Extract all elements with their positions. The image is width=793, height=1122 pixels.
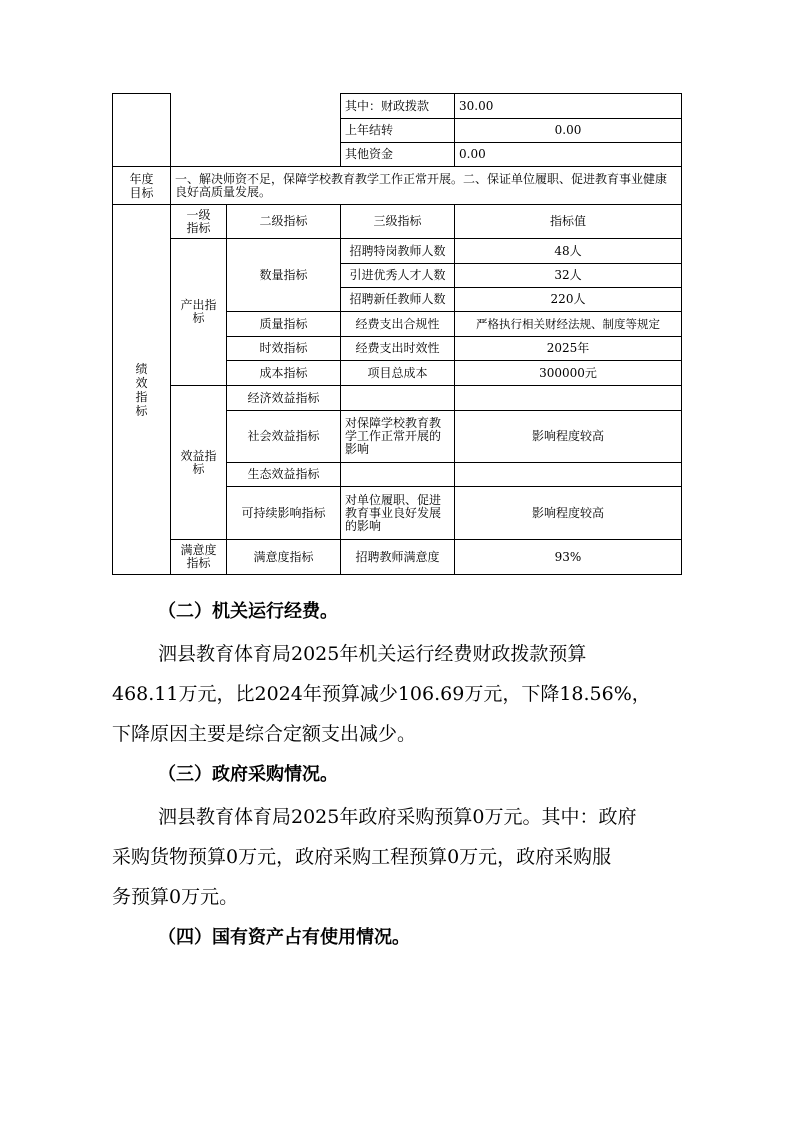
carryover-value: 0.00: [455, 119, 682, 143]
annual-goal-label: [113, 167, 171, 205]
satisfaction-sub-label: 满意度指标: [227, 540, 341, 575]
sustain-label: 可持续影响指标: [227, 487, 341, 540]
cost-value: 300000元: [455, 361, 682, 386]
performance-label: [113, 205, 171, 575]
blank-cell: [113, 94, 171, 167]
cost-label: 成本指标: [227, 361, 341, 386]
performance-table: [112, 93, 682, 575]
section2-line2: 468.11万元，比2024年预算减少106.69万元，下降18.56%，: [112, 683, 651, 705]
section2-heading: （二）机关运行经费。: [158, 601, 338, 622]
section2-line3: 下降原因主要是综合定额支出减少。: [112, 723, 417, 745]
time-name: 经费支出时效性: [341, 337, 455, 361]
header-level1-text: 一级指标: [186, 207, 211, 235]
quantity-name-2: 引进优秀人才人数: [341, 264, 455, 288]
carryover-label: 上年结转: [341, 119, 455, 143]
quantity-label: 数量指标: [227, 239, 341, 312]
time-value: 2025年: [455, 337, 682, 361]
blank-cell: [171, 143, 341, 167]
benefit-label-text: 效益指标: [180, 448, 217, 476]
quality-value: 严格执行相关财经法规、制度等规定: [455, 312, 682, 337]
time-label: 时效指标: [227, 337, 341, 361]
section2-line1: 泗县教育体育局2025年机关运行经费财政拨款预算: [158, 643, 587, 665]
quantity-name-3: 招聘新任教师人数: [341, 288, 455, 312]
other-funds-label: 其他资金: [341, 143, 455, 167]
header-level2: 二级指标: [227, 205, 341, 239]
quantity-value-1: 48人: [455, 239, 682, 264]
section4-heading: （四）国有资产占有使用情况。: [158, 927, 410, 948]
benefit-label: [171, 386, 227, 540]
quality-name: 经费支出合规性: [341, 312, 455, 337]
section3-line3: 务预算0万元。: [112, 886, 239, 908]
section3-line1: 泗县教育体育局2025年政府采购预算0万元。其中：政府: [158, 806, 637, 828]
output-label: [171, 239, 227, 386]
annual-goal-text: 一、解决师资不足，保障学校教育教学工作正常开展。二、保证单位履职、促进教育事业健康良好高质量发展。: [171, 167, 682, 205]
quantity-value-2: 32人: [455, 264, 682, 288]
satisfaction-value: 93%: [455, 540, 682, 575]
other-funds-value: 0.00: [455, 143, 682, 167]
sustain-value: 影响程度较高: [455, 487, 682, 540]
quantity-name-1: 招聘特岗教师人数: [341, 239, 455, 264]
header-level1: [171, 205, 227, 239]
eco-name: [341, 463, 455, 487]
social-label: 社会效益指标: [227, 411, 341, 463]
fiscal-value: 30.00: [455, 94, 682, 119]
output-label-text: 产出指标: [180, 298, 217, 325]
cost-name: 项目总成本: [341, 361, 455, 386]
economic-value: [455, 386, 682, 411]
eco-value: [455, 463, 682, 487]
eco-label: 生态效益指标: [227, 463, 341, 487]
sustain-name: 对单位履职、促进教育事业良好发展的影响: [341, 487, 455, 540]
section3-line2: 采购货物预算0万元，政府采购工程预算0万元，政府采购服: [112, 846, 612, 868]
quality-label: 质量指标: [227, 312, 341, 337]
performance-label-text: 绩效指标: [135, 361, 148, 418]
header-level3: 三级指标: [341, 205, 455, 239]
economic-name: [341, 386, 455, 411]
satisfaction-name: 招聘教师满意度: [341, 540, 455, 575]
blank-cell: [171, 94, 341, 119]
economic-label: 经济效益指标: [227, 386, 341, 411]
blank-cell: [171, 119, 341, 143]
annual-goal-label-text: 年度目标: [129, 171, 154, 200]
fiscal-label: 其中：财政拨款: [341, 94, 455, 119]
satisfaction-label-text: 满意度指标: [180, 543, 217, 570]
social-value: 影响程度较高: [455, 411, 682, 463]
header-value: 指标值: [455, 205, 682, 239]
satisfaction-label: [171, 540, 227, 575]
social-name: 对保障学校教育教学工作正常开展的影响: [341, 411, 455, 463]
quantity-value-3: 220人: [455, 288, 682, 312]
section3-heading: （三）政府采购情况。: [158, 764, 338, 785]
